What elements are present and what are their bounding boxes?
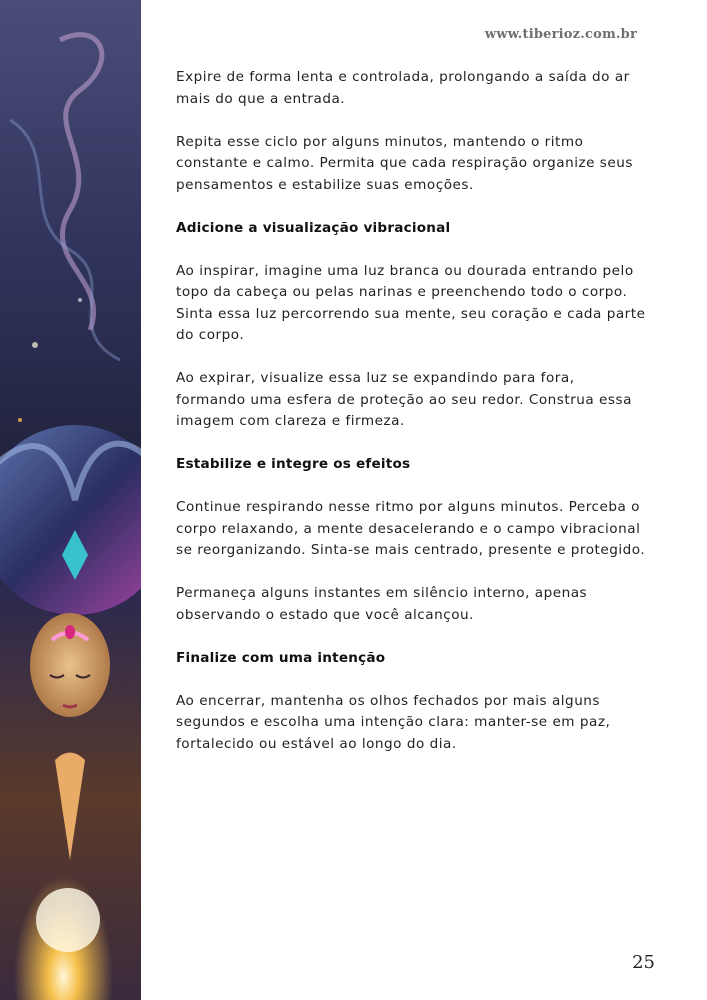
site-url[interactable]: www.tiberioz.com.br	[484, 27, 637, 42]
section-heading: Finalize com uma intenção	[176, 649, 386, 666]
paragraph: Permaneça alguns instantes em silêncio interno, apenas observando o estado que você alcançou.	[176, 585, 588, 623]
paragraph: Ao encerrar, mantenha os olhos fechados por mais alguns segundos e escolha uma intenção clara: manter-se em paz, fortalecido ou estável ao longo do dia.	[176, 692, 611, 752]
side-illustration	[0, 0, 141, 1000]
paragraph: Ao expirar, visualize essa luz se expandindo para fora, formando uma esfera de proteção ao seu redor. Construa essa imagem com clareza e firmeza.	[176, 370, 632, 429]
paragraph: Expire de forma lenta e controlada, prolongando a saída do ar mais do que a entrada.	[176, 69, 630, 107]
meditating-woman-illustration	[0, 0, 141, 1000]
section-heading: Adicione a visualização vibracional	[176, 219, 451, 236]
paragraph: Continue respirando nesse ritmo por alguns minutos. Perceba o corpo relaxando, a mente desacelerando e o campo vibracional se reorganizando. Sinta-se mais centrado, presente e protegido.	[176, 499, 646, 558]
page-number: 25	[632, 952, 655, 973]
paragraph: Ao inspirar, imagine uma luz branca ou dourada entrando pelo topo da cabeça ou pelas narinas e preenchendo todo o corpo. Sinta essa luz percorrendo sua mente, seu coração e cada parte do corpo.	[176, 262, 646, 343]
page-content	[176, 67, 646, 777]
section-heading: Estabilize e integre os efeitos	[176, 456, 411, 472]
paragraph: Repita esse ciclo por alguns minutos, mantendo o ritmo constante e calmo. Permita que cada respiração organize seus pensamentos e estabilize suas emoções.	[176, 133, 633, 193]
